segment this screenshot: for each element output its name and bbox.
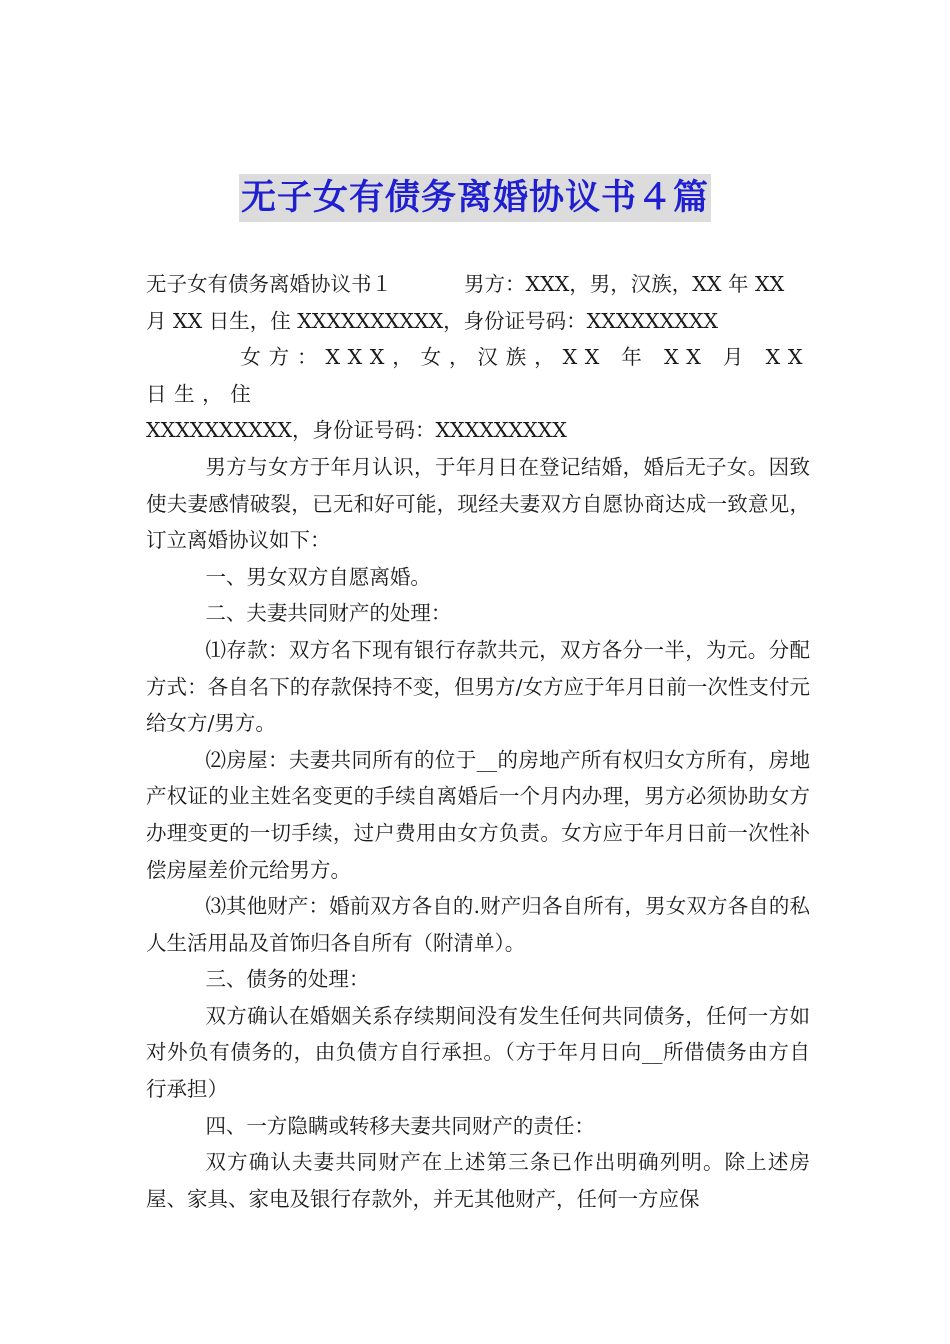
- female-party-info-end: XXXXXXXXXX，身份证号码：XXXXXXXXX: [146, 418, 567, 443]
- female-party-info-start: 女方：XXX，女，汉族，XX 年 XX 月 XX 日生，住: [146, 345, 810, 406]
- clause-3-debts: 双方确认在婚姻关系存续期间没有发生任何共同债务，任何一方如对外负有债务的，由负债方自行承担。（方于年月日向__所借债务由方自行承担）: [146, 1003, 810, 1102]
- paragraph-intro: 男方与女方于年月认识，于年月日在登记结婚，婚后无子女。因致使夫妻感情破裂，已无和好可能，现经夫妻双方自愿协商达成一致意见，订立离婚协议如下：: [146, 454, 810, 553]
- male-party-info-start: 男方：XXX，男，汉族，XX 年 XX: [464, 272, 785, 296]
- clause-2-house: ⑵房屋：夫妻共同所有的位于__的房地产所有权归女方所有，房地产权证的业主姓名变更的手续自离婚后一个月内办理，男方必须协助女方办理变更的一切手续，过户费用由女方负责。女方应于年月日前一次性补偿房屋差价元给男方。: [146, 747, 810, 882]
- clause-1-heading: 一、男女双方自愿离婚。: [205, 564, 431, 589]
- document-body: [146, 266, 810, 1217]
- male-party-line: [146, 266, 810, 303]
- male-party-info-end: 月 XX 日生，住 XXXXXXXXXX，身份证号码：XXXXXXXXX: [146, 308, 719, 333]
- clause-2-other-property: ⑶其他财产：婚前双方各自的.财产归各自所有，男女双方各自的私人生活用品及首饰归各自所有（附清单）。: [146, 894, 810, 955]
- document-title: 无子女有债务离婚协议书４篇: [239, 174, 711, 222]
- title-container: [0, 174, 950, 222]
- agreement-subheading: 无子女有债务离婚协议书１: [146, 272, 392, 296]
- clause-4-body: 双方确认夫妻共同财产在上述第三条已作出明确列明。除上述房屋、家具、家电及银行存款外，并无其他财产，任何一方应保: [146, 1150, 810, 1211]
- clause-3-heading: 三、债务的处理：: [205, 967, 370, 992]
- clause-4-heading: 四、一方隐瞒或转移夫妻共同财产的责任：: [205, 1113, 595, 1138]
- clause-2-heading: 二、夫妻共同财产的处理：: [205, 601, 452, 626]
- clause-2-deposits: ⑴存款：双方名下现有银行存款共元，双方各分一半，为元。分配方式：各自名下的存款保持不变，但男方/女方应于年月日前一次性支付元给女方/男方。: [146, 637, 810, 736]
